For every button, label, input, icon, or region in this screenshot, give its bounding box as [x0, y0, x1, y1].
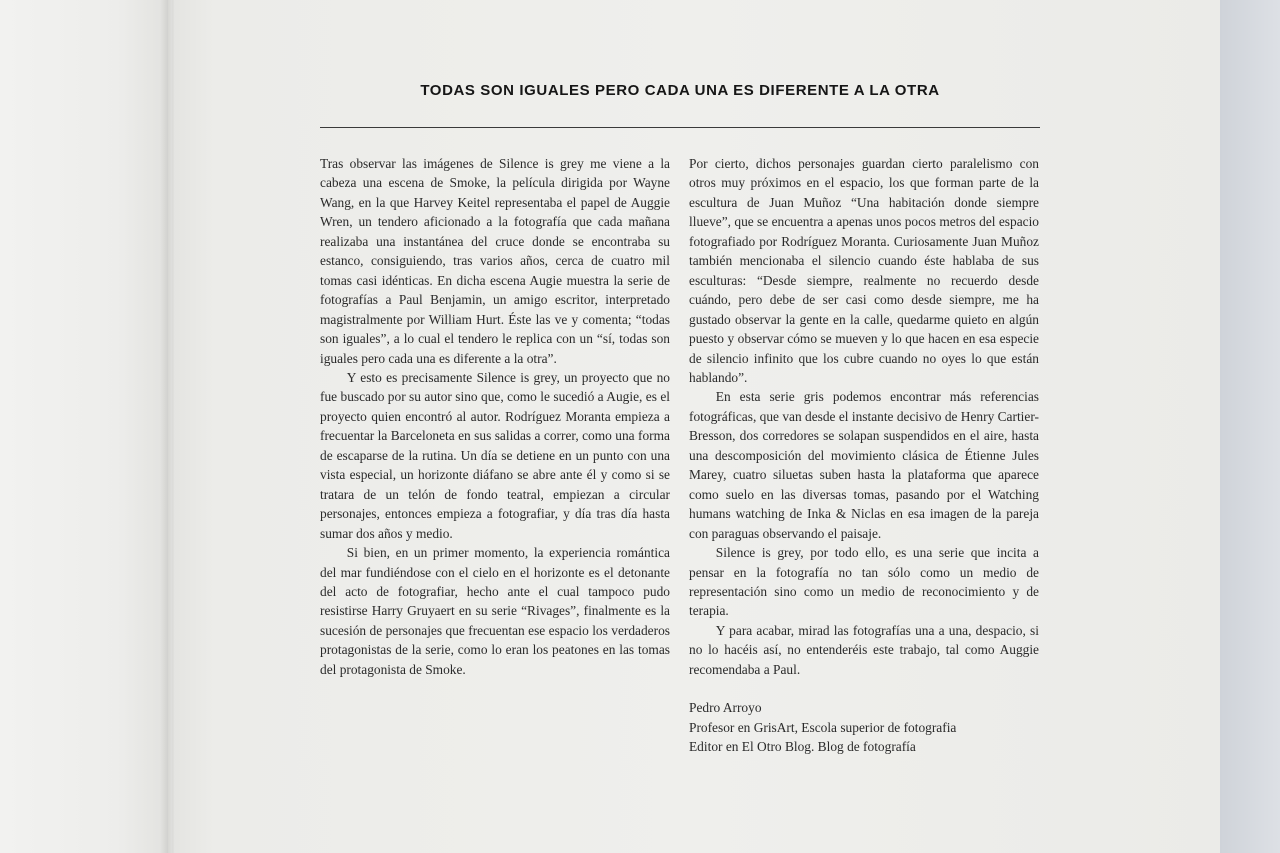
background-surface — [1220, 0, 1280, 853]
left-text-column — [320, 154, 670, 679]
paragraph: Por cierto, dichos personajes guardan cierto paralelismo con otros muy próximos en el espacio, los que forman parte de la escultura de Juan Muñoz “Una habitación donde siempre llueve”, que se encuentra a apenas unos pocos metros del espacio fotografiado por Rodríguez Moranta. Curiosamente Juan Muñoz también mencionaba el silencio cuando éste hablaba de sus esculturas: “Desde siempre, realmente no recuerdo desde cuándo, pero debe de ser casi como desde siempre, me ha gustado observar la gente en la calle, quedarme quieto en algún puesto y observar cómo se mueven y lo que hacen en esa especie de silencio infinito que los cubre cuando no oyes lo que están hablando”. — [689, 156, 1039, 385]
right-text-column — [689, 154, 1039, 757]
author-signature — [689, 698, 1039, 756]
left-page-edge — [0, 0, 168, 853]
article-title: TODAS SON IGUALES PERO CADA UNA ES DIFERENTE A LA OTRA — [420, 82, 940, 99]
paragraph: Tras observar las imágenes de Silence is grey me viene a la cabeza una escena de Smoke, la película dirigida por Wayne Wang, en la que Harvey Keitel representaba el papel de Auggie Wren, un tendero aficionado a la fotografía que cada mañana realizaba una instantánea del cruce donde se encontraba su estanco, consiguiendo, tras varios años, cerca de cuatro mil tomas casi idénticas. En dicha escena Augie muestra la serie de fotografías a Paul Benjamin, un amigo escritor, interpretado magistralmente por William Hurt. Éste las ve y comenta; “todas son iguales”, a lo cual el tendero le replica con un “sí, todas son iguales pero cada una es diferente a la otra”. — [320, 156, 670, 366]
title-divider — [320, 127, 1040, 128]
paragraph: Y esto es precisamente Silence is grey, un proyecto que no fue buscado por su autor sino que, como le sucedió a Augie, es el proyecto quien encontró al autor. Rodríguez Moranta empieza a frecuentar la Barceloneta en sus salidas a correr, como una forma de escaparse de la rutina. Un día se detiene en un punto con una vista especial, un horizonte diáfano se abre ante él y como si se tratara de un telón de fondo teatral, empiezan a circular personajes, entonces empieza a fotografiar, y día tras día hasta sumar dos años y medio. — [320, 369, 670, 541]
paragraph: Silence is grey, por todo ello, es una serie que incita a pensar en la fotografía no tan sólo como un medio de representación sino como un medio de reconocimiento y de terapia. — [689, 545, 1039, 619]
author-affiliation: Profesor en GrisArt, Escola superior de fotografia — [689, 719, 957, 735]
author-name: Pedro Arroyo — [689, 700, 762, 716]
author-affiliation: Editor en El Otro Blog. Blog de fotografía — [689, 739, 916, 755]
paragraph: En esta serie gris podemos encontrar más referencias fotográficas, que van desde el instante decisivo de Henry Cartier-Bresson, dos corredores se solapan suspendidos en el aire, hasta una descomposición del movimiento clásica de Étienne Jules Marey, cuatro siluetas suben hasta la plataforma que aparece como suelo en las diversas tomas, pasando por el Watching humans watching de Inka & Niclas en esa imagen de la pareja con paraguas observando el paisaje. — [689, 389, 1039, 541]
paragraph: Si bien, en un primer momento, la experiencia romántica del mar fundiéndose con el cielo en el horizonte es el detonante del acto de fotografiar, hecho ante el cual tampoco pudo resistirse Harry Gruyaert en su serie “Rivages”, finalmente es la sucesión de personajes que frecuentan ese espacio los verdaderos protagonistas de la serie, como lo eran los peatones en las tomas del protagonista de Smoke. — [320, 545, 670, 677]
paragraph: Y para acabar, mirad las fotografías una a una, despacio, si no lo hacéis así, no entenderéis este trabajo, tal como Auggie recomendaba a Paul. — [689, 622, 1039, 677]
book-gutter-shadow — [160, 0, 174, 853]
